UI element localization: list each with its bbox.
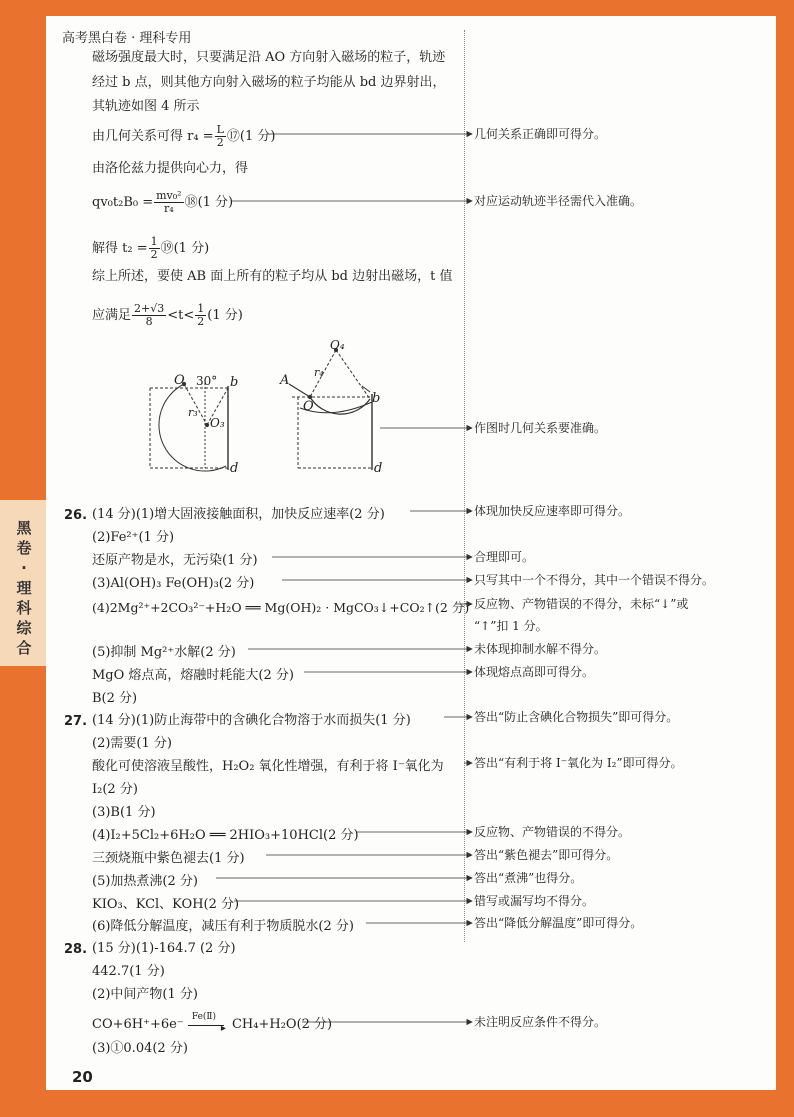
- fig3-label-O: O: [174, 373, 185, 388]
- comment: 反应物、产物错误的不得分，未标“↓”或: [474, 597, 689, 611]
- comment: 反应物、产物错误的不得分。: [474, 825, 631, 839]
- answer-line: (2)中间产物(1 分): [92, 987, 198, 1002]
- answer-line: B(2 分): [92, 691, 138, 706]
- equation-18: qv₀t₂B₀ = $\frac{\text{mv₀²}}{\text{r₄}}$ ⑱(1 分): [92, 189, 234, 215]
- answer-line: (14 分)(1)增大固液接触面积，加快反应速率(2 分): [92, 507, 385, 522]
- answer-line: I₂(2 分): [92, 782, 138, 797]
- fig4-label-b: b: [372, 391, 381, 406]
- comment: 答出“紫色褪去”即可得分。: [474, 848, 619, 862]
- question-number-28: 28.: [64, 942, 88, 957]
- comment: 只写其中一个不得分，其中一个错误不得分。: [474, 573, 715, 587]
- answer-line: KIO₃、KCl、KOH(2 分): [92, 897, 240, 912]
- comment: 未体现抑制水解不得分。: [474, 642, 607, 656]
- fig3-label-angle: 30°: [196, 374, 218, 388]
- answer-line: (4)2Mg²⁺+2CO₃²⁻+H₂O ══ Mg(OH)₂ · MgCO₃↓+CO₂↑(2 分): [92, 600, 470, 615]
- answer-line: (15 分)(1)-164.7 (2 分): [92, 941, 236, 956]
- text-line: 由洛伦兹力提供向心力，得: [92, 161, 249, 176]
- answer-line: (14 分)(1)防止海带中的含碘化合物溶于水而损失(1 分): [92, 713, 411, 728]
- fig3-label-b: b: [230, 375, 239, 390]
- answer-line: (3)①0.04(2 分): [92, 1041, 188, 1056]
- comment: 体现熔点高即可得分。: [474, 665, 595, 679]
- side-tab-label: 黑卷·理科综合: [16, 519, 32, 657]
- equation-19: 解得 t₂ = $\frac{1}{2}$ ⑲(1 分): [92, 235, 210, 261]
- comment: 对应运动轨迹半径需代入准确。: [474, 194, 643, 208]
- fig3-label-O3: O₃: [210, 416, 225, 430]
- answer-line: (2)需要(1 分): [92, 736, 172, 751]
- comment: 答出“降低分解温度”即可得分。: [474, 916, 643, 930]
- text-line: 其轨迹如图 4 所示: [92, 99, 200, 114]
- answer-line: (5)加热煮沸(2 分): [92, 874, 198, 889]
- question-number-26: 26.: [64, 508, 88, 523]
- fig4-label-O: O: [303, 399, 314, 414]
- answer-line: (3)Al(OH)₃ Fe(OH)₃(2 分): [92, 576, 255, 591]
- fig3-label-d: d: [230, 461, 239, 476]
- answer-line: MgO 熔点高，熔融时耗能大(2 分): [92, 668, 294, 683]
- inequality: 应满足 $\frac{2+√3}{8}$ <t< $\frac{1}{2}$ (1 分): [92, 302, 243, 328]
- comment: 未注明反应条件不得分。: [474, 1015, 607, 1029]
- comment: 几何关系正确即可得分。: [474, 127, 607, 141]
- fig4-label-d: d: [374, 461, 383, 476]
- answer-line: 三颈烧瓶中紫色褪去(1 分): [92, 851, 245, 866]
- comment: 答出“有利于将 I⁻氧化为 I₂”即可得分。: [474, 756, 683, 770]
- comment: “↑”扣 1 分。: [474, 619, 548, 633]
- page-number: 20: [72, 1068, 93, 1086]
- fig3-label-r3: r₃: [188, 406, 198, 419]
- comment: 答出“煮沸”也得分。: [474, 871, 583, 885]
- comment: 合理即可。: [474, 550, 535, 564]
- answer-line: 还原产物是水，无污染(1 分): [92, 553, 258, 568]
- running-header: 高考黑白卷 · 理科专用: [62, 31, 192, 46]
- fig4-label-r4: r₄: [314, 366, 324, 379]
- fig4-label-A: A: [280, 373, 290, 388]
- text-line: 经过 b 点，则其他方向射入磁场的粒子均能从 bd 边界射出，: [92, 75, 446, 90]
- fig4-label-O4: O₄: [330, 338, 345, 352]
- reaction-equation: CO+6H⁺+6e⁻ Fe(Ⅱ) ▸ CH₄+H₂O(2 分): [92, 1011, 333, 1034]
- comment: 答出“防止含碘化合物损失”即可得分。: [474, 710, 679, 724]
- text-line: 综上所述，要使 AB 面上所有的粒子均从 bd 边射出磁场，t 值: [92, 269, 453, 284]
- comment: 作图时几何关系要准确。: [474, 421, 607, 435]
- answer-line: 酸化可使溶液呈酸性，H₂O₂ 氧化性增强，有利于将 I⁻氧化为: [92, 759, 444, 774]
- answer-line: (4)I₂+5Cl₂+6H₂O ══ 2HIO₃+10HCl(2 分): [92, 828, 359, 843]
- answer-line: (2)Fe²⁺(1 分): [92, 530, 175, 545]
- answer-line: 442.7(1 分): [92, 964, 165, 979]
- answer-line: (5)抑制 Mg²⁺水解(2 分): [92, 645, 236, 660]
- text-line: 磁场强度最大时，只要满足沿 AO 方向射入磁场的粒子，轨迹: [92, 50, 446, 65]
- answer-line: (3)B(1 分): [92, 805, 156, 820]
- comment: 体现加快反应速率即可得分。: [474, 504, 631, 518]
- comment: 错写或漏写均不得分。: [474, 894, 595, 908]
- equation-17: 由几何关系可得 r₄ = $\frac{L}{2}$ ⑰(1 分): [92, 123, 276, 149]
- question-number-27: 27.: [64, 714, 88, 729]
- answer-line: (6)降低分解温度，减压有利于物质脱水(2 分): [92, 919, 354, 934]
